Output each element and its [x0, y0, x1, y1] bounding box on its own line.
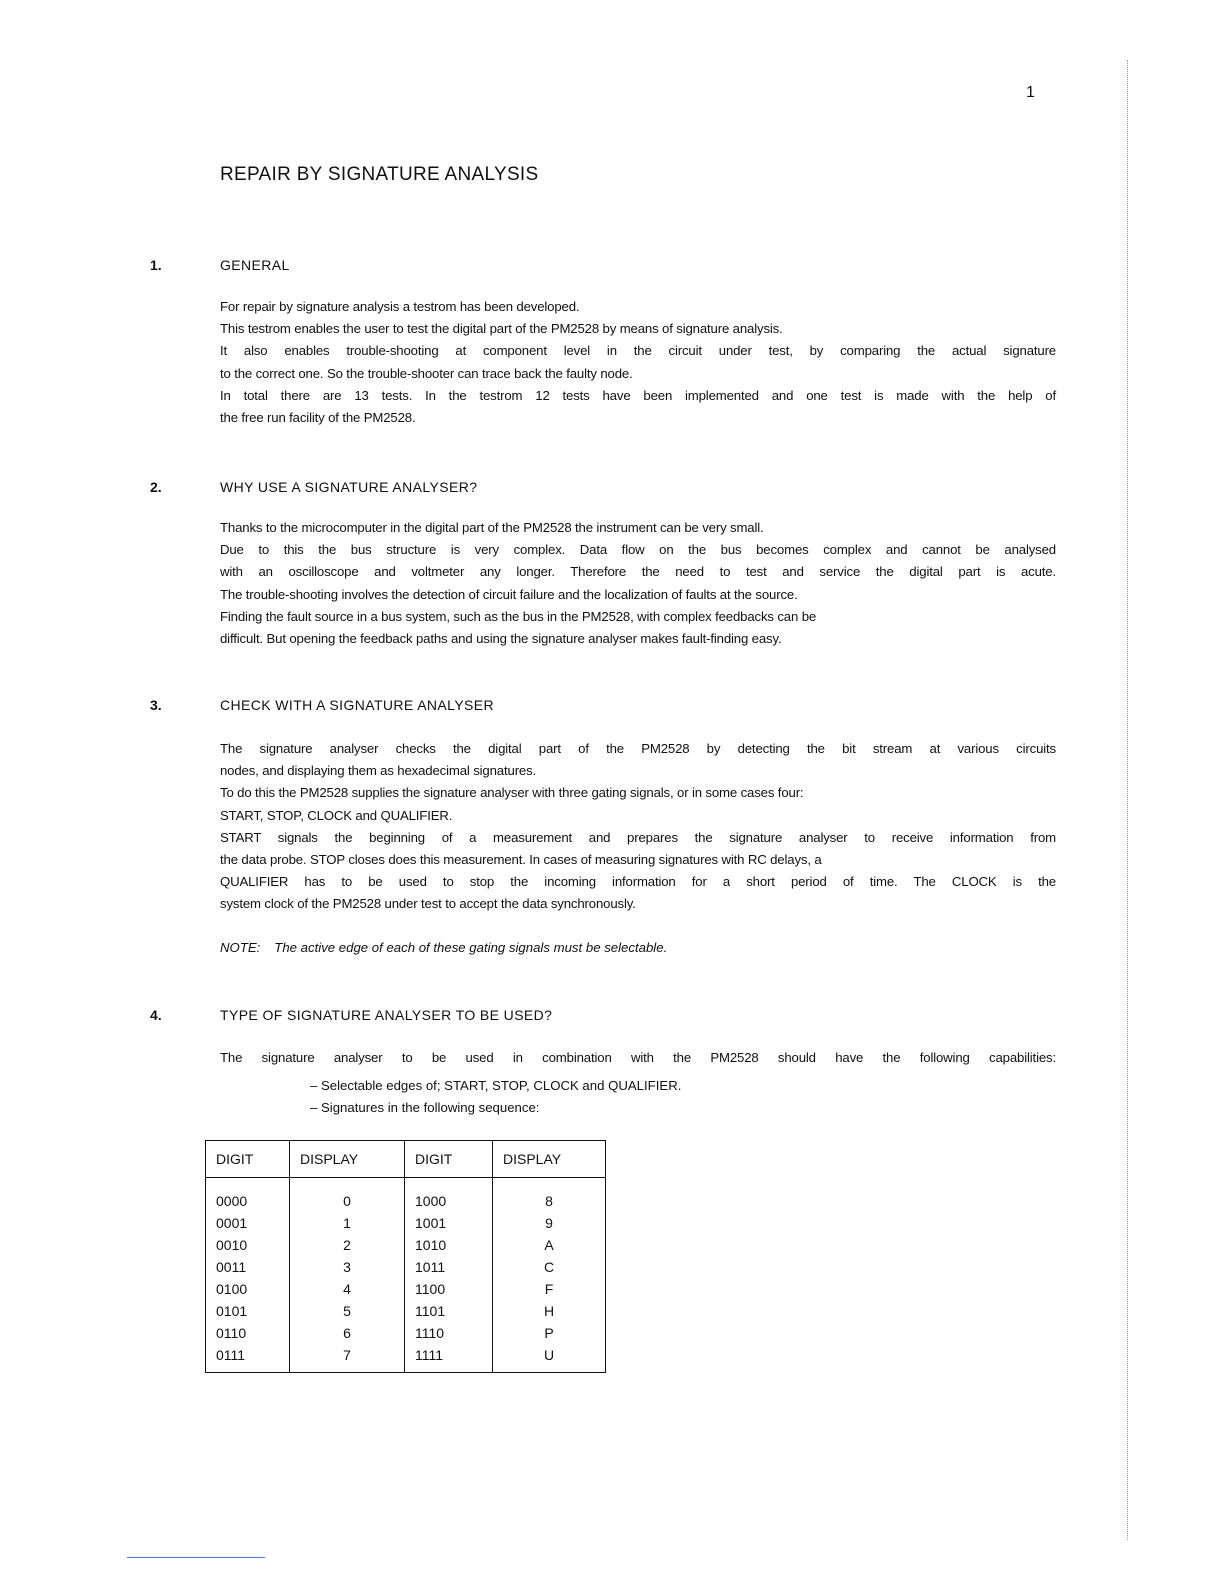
paragraph-line: The signature analyser checks the digital part of the PM2528 by detecting the bit stream at various circuits [220, 741, 1056, 756]
note-label: NOTE: [220, 940, 261, 955]
paragraph-line: In total there are 13 tests. In the testrom 12 tests have been implemented and one test is made with the help of [220, 387, 1056, 403]
paragraph-line: system clock of the PM2528 under test to accept the data synchronously. [220, 896, 636, 912]
bullet-item: – Selectable edges of; START, STOP, CLOCK and QUALIFIER. [310, 1078, 682, 1093]
paragraph-line: It also enables trouble-shooting at component level in the circuit under test, by comparing the actual signature [220, 343, 1056, 359]
table-row [206, 1212, 606, 1234]
digit-cell: 0101 [206, 1300, 290, 1322]
table-row [206, 1300, 606, 1322]
section-number: 4. [150, 1007, 162, 1023]
table-row [206, 1322, 606, 1344]
digit-cell: 1010 [405, 1234, 493, 1256]
section-heading: GENERAL [220, 257, 290, 273]
table-header-row [206, 1141, 606, 1178]
display-cell: U [493, 1344, 606, 1373]
page-number: 1 [1026, 84, 1035, 101]
table-row [206, 1344, 606, 1373]
display-cell: 0 [290, 1178, 405, 1213]
display-cell: A [493, 1234, 606, 1256]
column-header: DIGIT [206, 1141, 290, 1178]
display-cell: 8 [493, 1178, 606, 1213]
display-cell: 3 [290, 1256, 405, 1278]
scan-artifact-line [127, 1557, 265, 1558]
display-cell: 6 [290, 1322, 405, 1344]
paragraph-line: the data probe. STOP closes does this measurement. In cases of measuring signatures with RC delays, a [220, 852, 822, 867]
section-heading: TYPE OF SIGNATURE ANALYSER TO BE USED? [220, 1007, 553, 1023]
scan-margin-line [1127, 60, 1128, 1540]
paragraph-line: nodes, and displaying them as hexadecimal signatures. [220, 763, 537, 779]
table-row [206, 1234, 606, 1256]
digit-cell: 0110 [206, 1322, 290, 1344]
display-cell: 4 [290, 1278, 405, 1300]
digit-cell: 1000 [405, 1178, 493, 1213]
table-row [206, 1256, 606, 1278]
table-row [206, 1278, 606, 1300]
paragraph-line: Due to this the bus structure is very complex. Data flow on the bus becomes complex and cannot be analysed [220, 542, 1056, 558]
column-header: DIGIT [405, 1141, 493, 1178]
digit-cell: 1110 [405, 1322, 493, 1344]
paragraph-line: The signature analyser to be used in combination with the PM2528 should have the following capabilities: [220, 1050, 1056, 1065]
paragraph-line: the free run facility of the PM2528. [220, 410, 416, 425]
display-cell: F [493, 1278, 606, 1300]
display-cell: 5 [290, 1300, 405, 1322]
paragraph-line: with an oscilloscope and voltmeter any longer. Therefore the need to test and service the digital part is acute. [220, 564, 1056, 580]
display-cell: 1 [290, 1212, 405, 1234]
section-heading: WHY USE A SIGNATURE ANALYSER? [220, 479, 478, 495]
column-header: DISPLAY [493, 1141, 606, 1178]
bullet-item: – Signatures in the following sequence: [310, 1100, 540, 1115]
paragraph-line: This testrom enables the user to test the digital part of the PM2528 by means of signature analysis. [220, 321, 783, 337]
paragraph-line: Thanks to the microcomputer in the digital part of the PM2528 the instrument can be very small. [220, 520, 764, 535]
digit-cell: 1101 [405, 1300, 493, 1322]
digit-cell: 0100 [206, 1278, 290, 1300]
digit-cell: 0011 [206, 1256, 290, 1278]
digit-cell: 1011 [405, 1256, 493, 1278]
display-cell: H [493, 1300, 606, 1322]
digit-cell: 1100 [405, 1278, 493, 1300]
column-header: DISPLAY [290, 1141, 405, 1178]
paragraph-line: Finding the fault source in a bus system, such as the bus in the PM2528, with complex feedbacks can be [220, 608, 817, 624]
paragraph-line: QUALIFIER has to be used to stop the incoming information for a short period of time. The CLOCK is the [220, 874, 1056, 890]
document-title: REPAIR BY SIGNATURE ANALYSIS [220, 164, 539, 185]
digit-cell: 1001 [405, 1212, 493, 1234]
display-cell: 2 [290, 1234, 405, 1256]
paragraph-line: START, STOP, CLOCK and QUALIFIER. [220, 807, 453, 823]
digit-cell: 0010 [206, 1234, 290, 1256]
note-text: The active edge of each of these gating signals must be selectable. [274, 940, 668, 955]
paragraph-line: To do this the PM2528 supplies the signature analyser with three gating signals, or in some cases four: [220, 785, 804, 801]
paragraph-line: to the correct one. So the trouble-shooter can trace back the faulty node. [220, 365, 633, 381]
paragraph-line: START signals the beginning of a measurement and prepares the signature analyser to receive information from [220, 829, 1056, 845]
note [220, 940, 681, 955]
digit-cell: 0111 [206, 1344, 290, 1373]
display-cell: P [493, 1322, 606, 1344]
digit-cell: 0001 [206, 1212, 290, 1234]
section-number: 1. [150, 257, 162, 273]
signature-sequence-table [205, 1140, 606, 1373]
paragraph-line: difficult. But opening the feedback paths and using the signature analyser makes fault-finding easy. [220, 631, 782, 646]
digit-cell: 1111 [405, 1344, 493, 1373]
section-number: 2. [150, 479, 162, 495]
display-cell: 7 [290, 1344, 405, 1373]
table-row [206, 1178, 606, 1213]
paragraph-line: For repair by signature analysis a testrom has been developed. [220, 299, 580, 314]
digit-cell: 0000 [206, 1178, 290, 1213]
paragraph-line: The trouble-shooting involves the detection of circuit failure and the localization of faults at the source. [220, 586, 798, 602]
section-heading: CHECK WITH A SIGNATURE ANALYSER [220, 697, 495, 713]
display-cell: C [493, 1256, 606, 1278]
section-number: 3. [150, 697, 162, 713]
display-cell: 9 [493, 1212, 606, 1234]
